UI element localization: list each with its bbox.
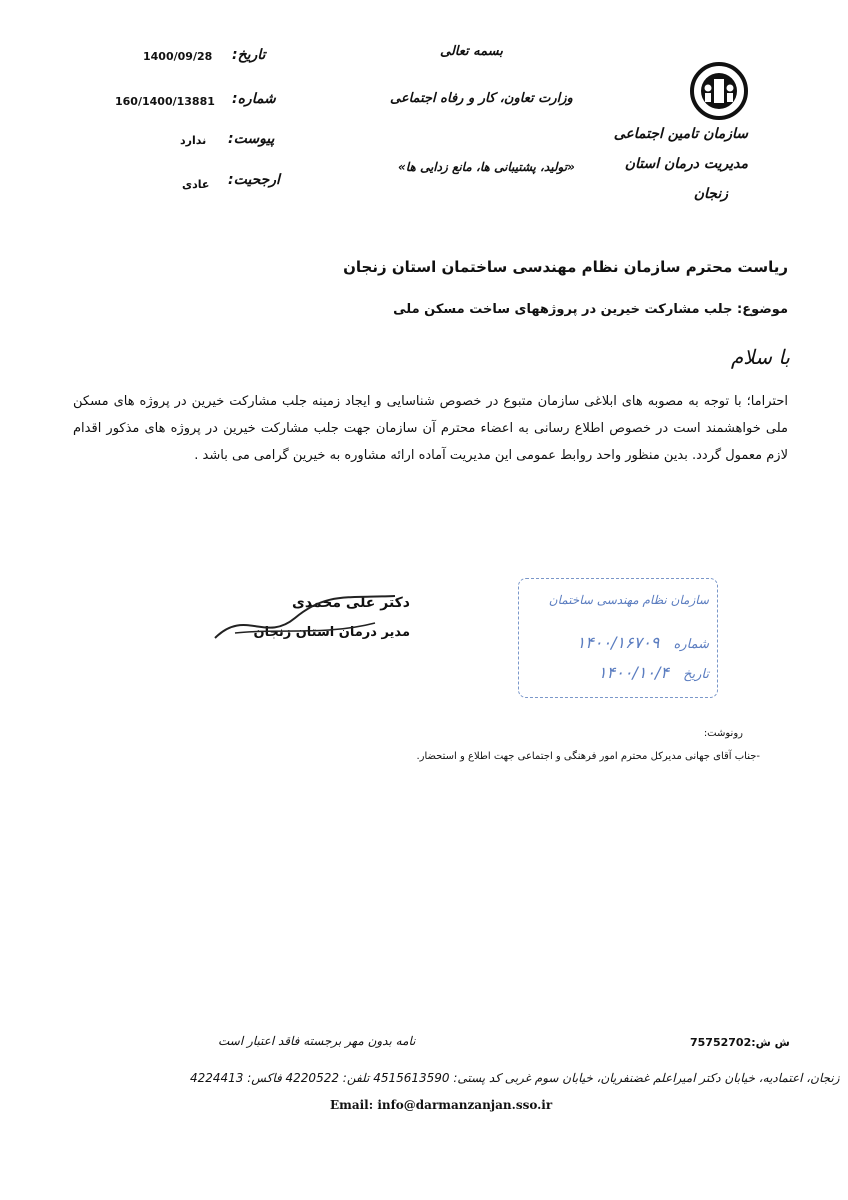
signatory-name: دکتر علی محمدی — [291, 595, 410, 611]
footer-note: نامه بدون مهر برجسته فاقد اعتبار است — [218, 1034, 416, 1048]
org-city: زنجان — [693, 186, 728, 202]
handwritten-signature-icon — [205, 588, 405, 648]
attachment-label: پیوست: — [228, 131, 275, 147]
receipt-stamp — [518, 578, 718, 698]
subject: موضوع: جلب مشارکت خیرین در پروژههای ساخت مسکن ملی — [393, 302, 788, 317]
bismillah: بسمه تعالی — [440, 44, 503, 59]
stamp-date-value: ۱۴۰۰/۱۰/۴ — [598, 663, 669, 682]
letter-body: احتراما؛ با توجه به مصوبه های ابلاغی سازمان متبوع در خصوص شناسایی و ایجاد زمینه جلب مشارکت خیرین در پروژه های مسکن ملی خواهشمند است در خصوص اطلاع رسانی به اعضاء محترم آن سازمان جهت جلب مشارکت خیرین در پروژه های مذکور اقدام لازم معمول گردد. بدین منظور واحد روابط عمومی این مدیریت آماده ارائه مشاوره به خیرین گرامی می باشد . — [73, 394, 788, 463]
priority-label: ارجحیت: — [228, 172, 280, 188]
priority-value: عادی — [182, 178, 210, 191]
org-name: سازمان تامین اجتماعی — [613, 126, 748, 142]
number-value: 160/1400/13881 — [115, 95, 215, 108]
footer-email: Email: info@darmanzanjan.sso.ir — [330, 1098, 553, 1112]
addressee: ریاست محترم سازمان نظام مهندسی ساختمان استان زنجان — [343, 258, 788, 276]
date-value: 1400/09/28 — [143, 50, 213, 63]
stamp-org: سازمان نظام مهندسی ساختمان — [548, 593, 709, 607]
slogan: «تولید، پشتیبانی ها، مانع زدایی ها» — [398, 160, 575, 174]
ministry-name: وزارت تعاون، کار و رفاه اجتماعی — [390, 91, 573, 106]
cc-label: رونوشت: — [703, 728, 743, 739]
sso-logo-icon — [690, 62, 748, 120]
footer-ref: ش ش:75752702 — [690, 1036, 790, 1049]
attachment-value: ندارد — [180, 134, 207, 147]
signatory-title: مدیر درمان استان زنجان — [253, 625, 410, 640]
org-unit: مدیریت درمان استان — [624, 156, 748, 172]
date-label: تاریخ: — [232, 47, 266, 63]
stamp-number-label: شماره — [673, 637, 709, 652]
stamp-date-label: تاریخ — [683, 667, 709, 682]
cc-recipient: -جناب آقای جهانی مدیرکل محترم امور فرهنگی و اجتماعی جهت اطلاع و استحضار. — [416, 751, 760, 762]
stamp-number-value: ۱۴۰۰/۱۶۷۰۹ — [576, 633, 660, 652]
greeting: با سلام — [730, 345, 790, 369]
number-label: شماره: — [232, 91, 276, 107]
footer-address: زنجان، اعتمادیه، خیابان دکتر امیراعلم غضنفریان، خیابان سوم غربی کد پستی: 4515613590 تلفن: 4220522 فاکس: 4224413 — [190, 1071, 840, 1085]
